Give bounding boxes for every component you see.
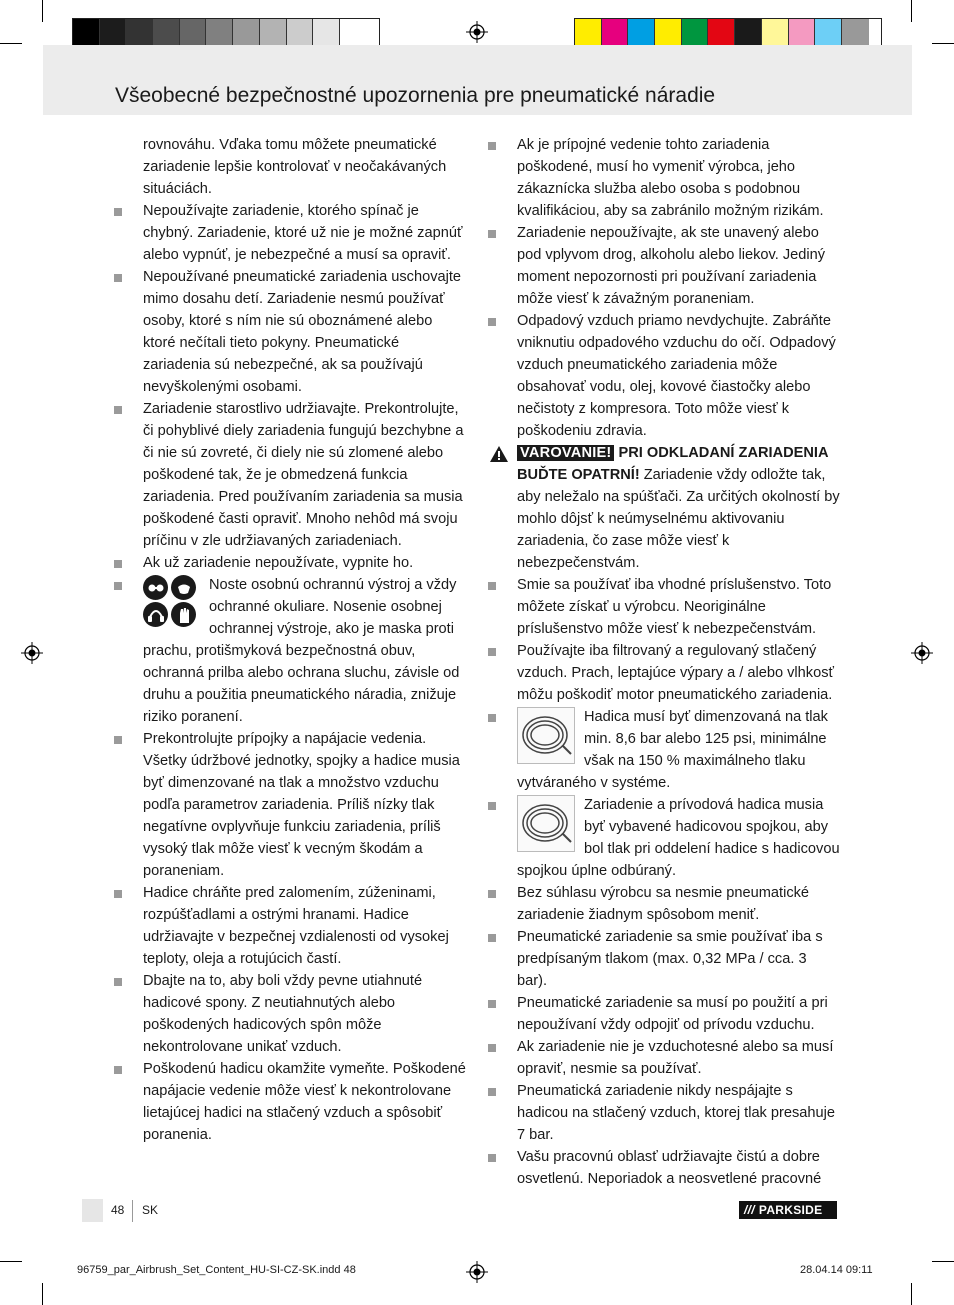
list-item-hose: Hadica musí byť dimenzovaná na tlak min. 8,6 bar alebo 125 psi, minimálne však na 150 % maximálneho tlaku vytváraného v systéme. (488, 706, 840, 794)
color-swatch (602, 19, 629, 46)
list-item: Prekontrolujte prípojky a napájacie vedenia. Všetky údržbové jednotky, spojky a hadice musia byť dimenzované na tlak a množstvo vzduchu podľa parametrov zariadenia. Príliš nízky tlak negatívne ovplyvňuje funkciu zariadenia, príliš vysoký tlak môže viesť k vecným škodám a poraneniam. (114, 728, 466, 882)
color-swatch (789, 19, 816, 46)
list-item-hose: Zariadenie a prívodová hadica musia byť vybavené hadicovou spojkou, aby bol tlak pri oddelení hadice s hadicovou spojkou úplne odbúraný. (488, 794, 840, 882)
list-item: Ak už zariadenie nepoužívate, vypnite ho. (114, 552, 466, 574)
bullet-icon (488, 714, 496, 722)
bullet-icon (488, 802, 496, 810)
crop-mark (42, 0, 43, 22)
bullet-icon (488, 142, 496, 150)
bullet-icon (114, 560, 122, 568)
registration-mark-icon (466, 21, 488, 43)
color-swatch (735, 19, 762, 46)
bullet-icon (114, 1066, 122, 1074)
color-swatch (628, 19, 655, 46)
color-swatch (287, 19, 314, 46)
print-date-info: 28.04.14 09:11 (800, 1264, 873, 1276)
bullet-icon (114, 208, 122, 216)
list-item: Poškodenú hadicu okamžite vymeňte. Poškodené napájacie vedenie môže viesť k nekontrolovane lietajúcej hadici na stlačený vzduch a spôsobiť poranenia. (114, 1058, 466, 1146)
bullet-icon (114, 274, 122, 282)
list-item: Bez súhlasu výrobcu sa nesmie pneumatické zariadenie žiadnym spôsobom meniť. (488, 882, 840, 926)
list-item: Ak zariadenie nie je vzduchotesné alebo sa musí opraviť, nesmie sa používať. (488, 1036, 840, 1080)
crop-mark (911, 0, 912, 22)
warning-triangle-icon (489, 445, 509, 463)
bullet-icon (488, 1088, 496, 1096)
list-item: Dbajte na to, aby boli vždy pevne utiahnuté hadicové spony. Z neutiahnutých alebo poškodených hadicových spôn môže nekontrolovane unikať vzduch. (114, 970, 466, 1058)
registration-mark-icon (466, 1261, 488, 1283)
bullet-icon (114, 406, 122, 414)
color-swatch (260, 19, 287, 46)
color-swatch (575, 19, 602, 46)
color-swatch (100, 19, 127, 46)
bullet-icon (488, 1154, 496, 1162)
page-tab (82, 1199, 103, 1222)
list-item: Ak je prípojné vedenie tohto zariadenia poškodené, musí ho vymeniť výrobca, jeho zákaznícka služba alebo osoba s podobnou kvalifikáciou, aby sa zabránilo možným rizikám. (488, 134, 840, 222)
logo-stripes-icon: /// (744, 1203, 755, 1217)
color-swatch (233, 19, 260, 46)
safety-gloves-icon (171, 602, 196, 627)
color-swatch (206, 19, 233, 46)
list-item: Používajte iba filtrovaný a regulovaný stlačený vzduch. Prach, leptajúce výpary a / alebo vlhkosť môžu poškodiť motor pneumatického zariadenia. (488, 640, 840, 706)
registration-mark-icon (911, 642, 933, 664)
crop-mark (932, 1261, 954, 1262)
warning-notice (488, 442, 840, 574)
grayscale-color-bar (72, 18, 380, 47)
paragraph-continuation: rovnováhu. Vďaka tomu môžete pneumatické zariadenie lepšie kontrolovať v neočakávaných situáciách. (143, 137, 447, 197)
list-item: Smie sa používať iba vhodné príslušenstvo. Toto môžete získať u výrobcu. Neoriginálne príslušenstvo môže viesť k nebezpečenstvám. (488, 574, 840, 640)
color-swatch (682, 19, 709, 46)
bullet-icon (114, 978, 122, 986)
color-swatch (126, 19, 153, 46)
list-item: Zariadenie nepoužívajte, ak ste unavený alebo pod vplyvom drog, alkoholu alebo liekov. Jediný moment nepozornosti pri používaní zariadenia môže viesť k závažným poraneniam. (488, 222, 840, 310)
print-file-info: 96759_par_Airbrush_Set_Content_HU-SI-CZ-SK.indd 48 (77, 1264, 356, 1276)
color-swatch (655, 19, 682, 46)
safety-goggles-icon (143, 575, 168, 600)
dust-mask-icon (171, 575, 196, 600)
list-item: Nepoužívané pneumatické zariadenia uschovajte mimo dosahu detí. Zariadenie nesmú používať osoby, ktoré s ním nie sú oboznámené alebo ktoré nečítali tieto pokyny. Pneumatické zariadenia sú nebezpečné, ak sa používajú nevyškolenými osobami. (114, 266, 466, 398)
bullet-icon (488, 890, 496, 898)
list-item-ppe: Noste osobnú ochrannú výstroj a vždy ochranné okuliare. Nosenie osobnej ochrannej výstroje, ako je maska proti prachu, protišmyková bezpečnostná obuv, ochranná prilba alebo ochrana sluchu, závisle od druhu a použitia pneumatického náradia, znižuje riziko poranení. (114, 574, 466, 728)
list-item: Vašu pracovnú oblasť udržiavajte čistú a dobre osvetlenú. Neporiadok a neosvetlené pracovné (488, 1146, 840, 1190)
color-swatch (708, 19, 735, 46)
color-swatch (340, 19, 367, 46)
color-swatch (180, 19, 207, 46)
bullet-icon (114, 890, 122, 898)
crop-mark (0, 43, 22, 44)
list-item: Pneumatické zariadenie sa musí po použití a pri nepoužívaní vždy odpojiť od prívodu vzduchu. (488, 992, 840, 1036)
bullet-icon (488, 648, 496, 656)
color-swatch (313, 19, 340, 46)
list-item: Nepoužívajte zariadenie, ktorého spínač je chybný. Zariadenie, ktoré už nie je možné zapnúť alebo vypnúť, je nebezpečné a musí sa opraviť. (114, 200, 466, 266)
ppe-icons (143, 575, 200, 627)
crop-mark (932, 43, 954, 44)
right-column (488, 134, 840, 1190)
process-color-bar (574, 18, 882, 47)
bullet-icon (114, 736, 122, 744)
list-item: Pneumatická zariadenie nikdy nespájajte s hadicou na stlačený vzduch, ktorej tlak presahuje 7 bar. (488, 1080, 840, 1146)
list-item: Zariadenie starostlivo udržiavajte. Prekontrolujte, či pohyblivé diely zariadenia fungujú bezchybne a či nie sú zovreté, či diely nie sú zlomené alebo poškodené tak, že je obmedzená funkcia zariadenia. Pred používaním zariadenia sa musia poškodené časti opraviť. Mnoho nehôd má svoju príčinu v zle udržiavaných zariadeniach. (114, 398, 466, 552)
bullet-icon (488, 582, 496, 590)
footer-divider (132, 1200, 133, 1222)
color-swatch (153, 19, 180, 46)
color-swatch (842, 19, 869, 46)
list-item: Hadice chráňte pred zalomením, zúženinami, rozpúšťadlami a ostrými hranami. Hadice udržiavajte v bezpečnej vzdialenosti od vysokej teploty, oleja a rotujúcich častí. (114, 882, 466, 970)
bullet-icon (488, 230, 496, 238)
color-swatch (73, 19, 100, 46)
bullet-icon (488, 318, 496, 326)
bullet-icon (488, 1044, 496, 1052)
color-swatch (762, 19, 789, 46)
page-number: 48 (111, 1203, 125, 1217)
warning-text: Zariadenie vždy odložte tak, aby neležalo na spúšťači. Za určitých okolností by mohlo dôjsť k neúmyselnému aktivovaniu zariadenia, čo zase môže viesť k nebezpečenstvám. (517, 467, 840, 571)
parkside-logo: /// PARKSIDE (739, 1201, 837, 1219)
left-column (114, 134, 466, 1146)
list-item: Pneumatické zariadenie sa smie používať iba s predpísaným tlakom (max. 0,32 MPa / cca. 3 bar). (488, 926, 840, 992)
page-title: Všeobecné bezpečnostné upozornenia pre pneumatické náradie (115, 84, 716, 107)
warning-heading: PRI ODKLADANÍ ZARIADENIA BUĎTE OPATRNÍ! (517, 445, 828, 483)
registration-mark-icon (21, 642, 43, 664)
color-swatch (815, 19, 842, 46)
bullet-icon (114, 582, 122, 590)
crop-mark (911, 1283, 912, 1305)
bullet-icon (488, 1000, 496, 1008)
bullet-icon (488, 934, 496, 942)
hose-coil-icon (517, 707, 575, 764)
crop-mark (0, 1261, 22, 1262)
ear-protection-icon (143, 602, 168, 627)
warning-label: VAROVANIE! (517, 445, 614, 461)
hose-coil-icon (517, 795, 575, 852)
list-item: Odpadový vzduch priamo nevdychujte. Zabráňte vniknutiu odpadového vzduchu do očí. Odpadový vzduch pneumatického zariadenia môže obsahovať vodu, olej, kovové čiastočky alebo nečistoty z kompresora. Toto môže viesť k poškodeniu zdravia. (488, 310, 840, 442)
crop-mark (42, 1283, 43, 1305)
language-code: SK (142, 1203, 159, 1217)
